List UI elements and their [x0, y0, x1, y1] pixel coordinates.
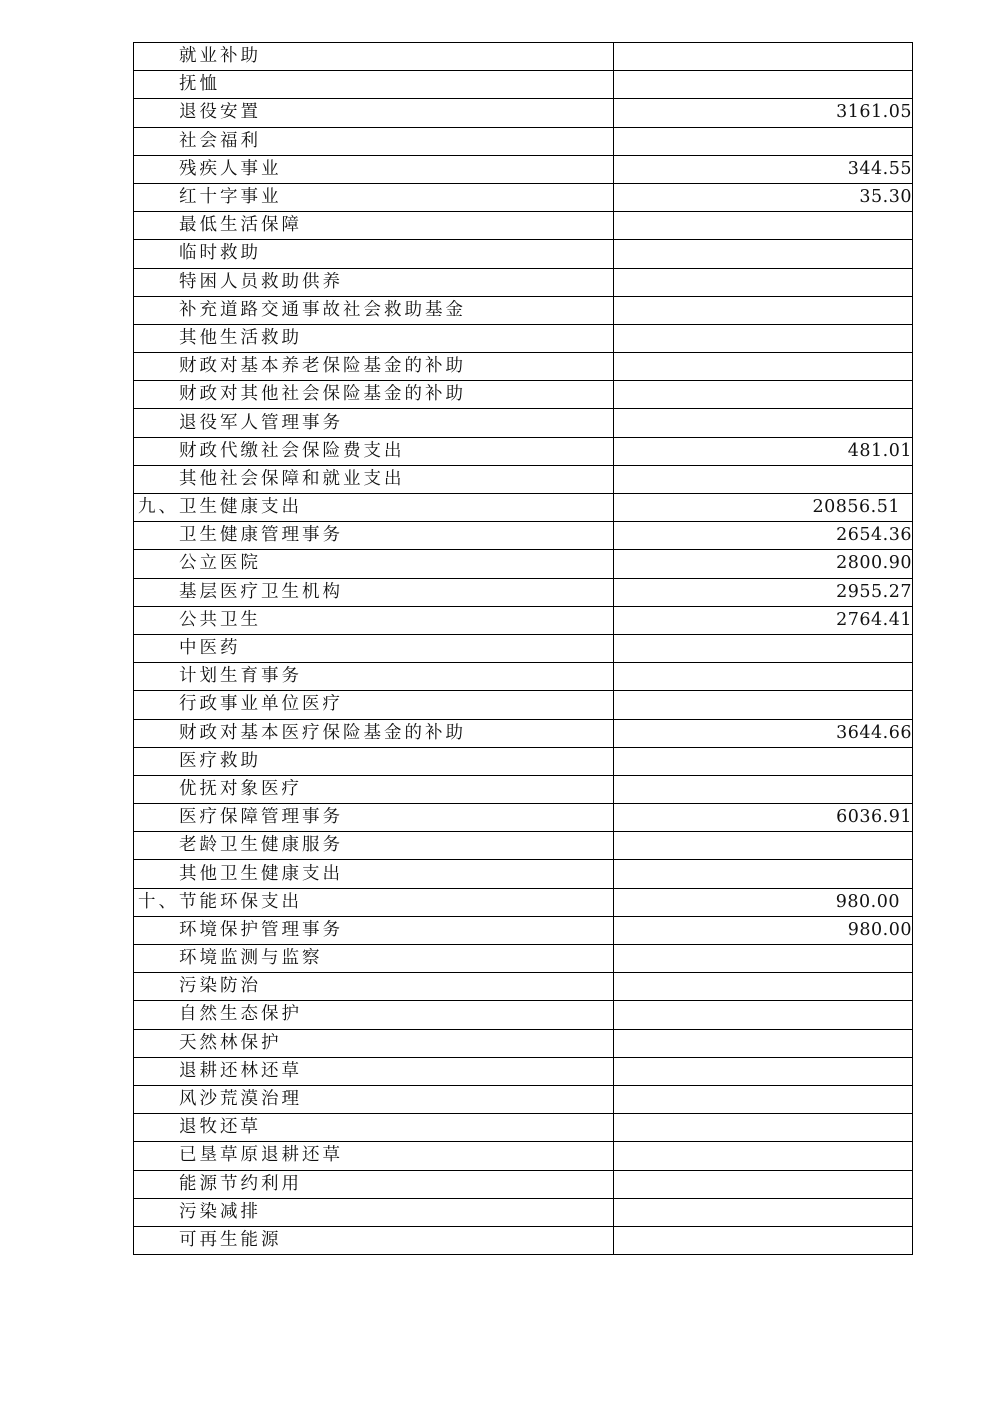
item-name: 财政代缴社会保险费支出 [134, 437, 614, 465]
table-row [134, 1226, 913, 1254]
budget-expenditure-table [133, 42, 913, 1255]
item-amount [614, 1085, 913, 1113]
table-row [134, 663, 913, 691]
table-row [134, 1114, 913, 1142]
item-name: 污染减排 [134, 1198, 614, 1226]
item-name: 行政事业单位医疗 [134, 691, 614, 719]
item-name: 财政对基本养老保险基金的补助 [134, 353, 614, 381]
item-amount: 2654.36 [614, 522, 913, 550]
item-name: 自然生态保护 [134, 1001, 614, 1029]
item-name: 污染防治 [134, 973, 614, 1001]
table-row [134, 183, 913, 211]
item-name: 基层医疗卫生机构 [134, 578, 614, 606]
table-row [134, 775, 913, 803]
table-row [134, 691, 913, 719]
item-amount: 2764.41 [614, 606, 913, 634]
item-amount [614, 1057, 913, 1085]
item-name: 抚恤 [134, 71, 614, 99]
category-amount: 980.00 [614, 888, 913, 916]
item-amount [614, 71, 913, 99]
item-amount: 3161.05 [614, 99, 913, 127]
category-amount: 20856.51 [614, 494, 913, 522]
item-name: 最低生活保障 [134, 212, 614, 240]
table-row [134, 268, 913, 296]
item-amount: 2955.27 [614, 578, 913, 606]
table-row [134, 1085, 913, 1113]
item-amount [614, 747, 913, 775]
table-row [134, 945, 913, 973]
item-name: 已垦草原退耕还草 [134, 1142, 614, 1170]
item-amount [614, 634, 913, 662]
item-amount [614, 127, 913, 155]
table-row [134, 43, 913, 71]
table-row [134, 606, 913, 634]
item-name: 风沙荒漠治理 [134, 1085, 614, 1113]
item-name: 临时救助 [134, 240, 614, 268]
table-row [134, 634, 913, 662]
item-name: 优抚对象医疗 [134, 775, 614, 803]
item-name: 环境保护管理事务 [134, 916, 614, 944]
item-name: 残疾人事业 [134, 155, 614, 183]
table-row [134, 437, 913, 465]
table-row [134, 296, 913, 324]
table-row [134, 578, 913, 606]
table-row [134, 550, 913, 578]
item-name: 红十字事业 [134, 183, 614, 211]
item-amount [614, 240, 913, 268]
table-row [134, 212, 913, 240]
item-amount [614, 1198, 913, 1226]
item-name: 可再生能源 [134, 1226, 614, 1254]
item-amount: 6036.91 [614, 804, 913, 832]
item-amount [614, 775, 913, 803]
item-amount: 3644.66 [614, 719, 913, 747]
category-row [134, 888, 913, 916]
table-row [134, 804, 913, 832]
table-row [134, 240, 913, 268]
item-name: 医疗保障管理事务 [134, 804, 614, 832]
item-name: 计划生育事务 [134, 663, 614, 691]
item-name: 财政对其他社会保险基金的补助 [134, 381, 614, 409]
item-name: 财政对基本医疗保险基金的补助 [134, 719, 614, 747]
table-row [134, 1142, 913, 1170]
category-name: 十、节能环保支出 [134, 888, 614, 916]
item-amount [614, 1029, 913, 1057]
table-row [134, 1170, 913, 1198]
item-name: 环境监测与监察 [134, 945, 614, 973]
item-amount [614, 296, 913, 324]
category-name: 九、卫生健康支出 [134, 494, 614, 522]
item-amount [614, 465, 913, 493]
table-row [134, 832, 913, 860]
item-amount [614, 324, 913, 352]
table-row [134, 71, 913, 99]
table-row [134, 1029, 913, 1057]
item-name: 中医药 [134, 634, 614, 662]
table-row [134, 916, 913, 944]
table-row [134, 353, 913, 381]
item-amount [614, 381, 913, 409]
table-row [134, 1057, 913, 1085]
item-amount [614, 212, 913, 240]
item-name: 公立医院 [134, 550, 614, 578]
item-amount: 35.30 [614, 183, 913, 211]
item-amount: 344.55 [614, 155, 913, 183]
table-row [134, 127, 913, 155]
item-amount: 980.00 [614, 916, 913, 944]
table-row [134, 409, 913, 437]
table-body [134, 43, 913, 1255]
table-row [134, 973, 913, 1001]
table-row [134, 324, 913, 352]
table-row [134, 155, 913, 183]
item-amount [614, 663, 913, 691]
item-name: 特困人员救助供养 [134, 268, 614, 296]
item-name: 退耕还林还草 [134, 1057, 614, 1085]
item-name: 能源节约利用 [134, 1170, 614, 1198]
item-name: 社会福利 [134, 127, 614, 155]
item-amount [614, 860, 913, 888]
item-amount [614, 268, 913, 296]
item-amount: 2800.90 [614, 550, 913, 578]
item-amount: 481.01 [614, 437, 913, 465]
item-amount [614, 353, 913, 381]
table-row [134, 1198, 913, 1226]
table-row [134, 719, 913, 747]
table-row [134, 381, 913, 409]
item-name: 老龄卫生健康服务 [134, 832, 614, 860]
item-name: 天然林保护 [134, 1029, 614, 1057]
item-amount [614, 1114, 913, 1142]
item-name: 卫生健康管理事务 [134, 522, 614, 550]
item-name: 其他卫生健康支出 [134, 860, 614, 888]
item-name: 退牧还草 [134, 1114, 614, 1142]
table-row [134, 1001, 913, 1029]
item-name: 公共卫生 [134, 606, 614, 634]
item-name: 其他生活救助 [134, 324, 614, 352]
item-name: 补充道路交通事故社会救助基金 [134, 296, 614, 324]
item-amount [614, 1170, 913, 1198]
item-amount [614, 1001, 913, 1029]
item-amount [614, 945, 913, 973]
item-name: 医疗救助 [134, 747, 614, 775]
item-amount [614, 1226, 913, 1254]
item-amount [614, 691, 913, 719]
table-row [134, 860, 913, 888]
table-row [134, 747, 913, 775]
item-amount [614, 1142, 913, 1170]
item-amount [614, 409, 913, 437]
item-name: 退役军人管理事务 [134, 409, 614, 437]
item-name: 其他社会保障和就业支出 [134, 465, 614, 493]
table-row [134, 465, 913, 493]
category-row [134, 494, 913, 522]
item-name: 就业补助 [134, 43, 614, 71]
item-name: 退役安置 [134, 99, 614, 127]
item-amount [614, 43, 913, 71]
table-row [134, 522, 913, 550]
table-row [134, 99, 913, 127]
item-amount [614, 832, 913, 860]
item-amount [614, 973, 913, 1001]
